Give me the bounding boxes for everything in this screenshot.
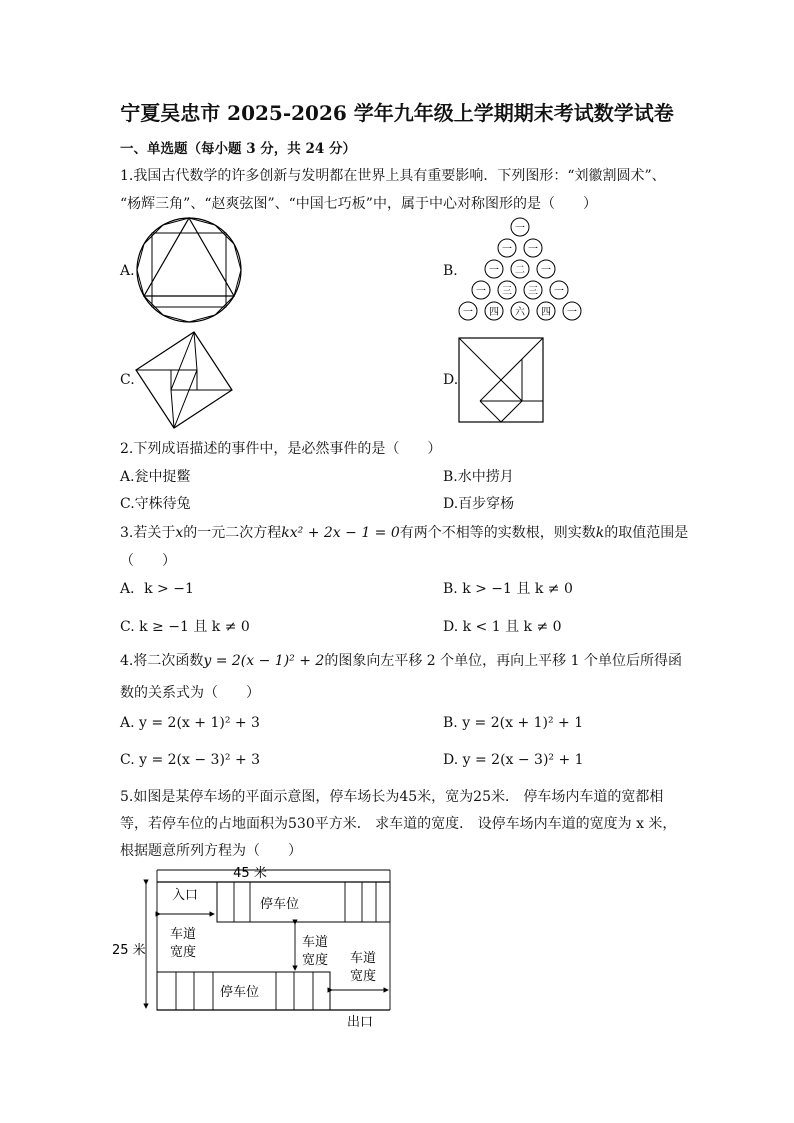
q2-option-a[interactable]: A.瓮中捉鳖 <box>120 469 191 485</box>
zhao-shuang-figure <box>134 330 234 430</box>
right-lane-label-a: 车道 <box>350 951 377 966</box>
left-lane-label-a: 车道 <box>170 927 197 942</box>
q2-option-c[interactable]: C.守株待兔 <box>120 496 191 512</box>
cut-circle-figure <box>134 215 244 325</box>
q5-stem-line3: 根据题意所列方程为（ ） <box>120 843 302 859</box>
left-lane-label-b: 宽度 <box>170 945 197 960</box>
q1-option-a-label[interactable]: A. <box>120 263 135 279</box>
yanghui-number: 一 <box>528 244 538 255</box>
yanghui-number: 一 <box>463 307 473 318</box>
q3-stem-part: 的一元二次方程 <box>183 525 282 541</box>
q4-stem-part: 4.将二次函数 <box>120 653 204 669</box>
tangram-figure <box>458 337 544 423</box>
yanghui-number: 一 <box>476 286 486 297</box>
q3-option-b[interactable]: B. k > −1 且 k ≠ 0 <box>443 581 573 597</box>
q4-option-a[interactable]: A. y = 2(x + 1)² + 3 <box>120 715 260 731</box>
q4-option-c[interactable]: C. y = 2(x − 3)² + 3 <box>120 752 261 768</box>
q3-stem-part: 的取值范围是 <box>604 525 689 541</box>
q2-option-d[interactable]: D.百步穿杨 <box>443 496 515 512</box>
q3-stem <box>120 522 688 542</box>
q4-stem-line1 <box>120 650 682 670</box>
lot-length-label: 45 米 <box>233 866 267 881</box>
page-title: 宁夏吴忠市 2025-2026 学年九年级上学期期末考试数学试卷 <box>120 101 674 125</box>
top-parking-label: 停车位 <box>260 897 300 912</box>
q1-option-d-label[interactable]: D. <box>443 372 459 388</box>
q3-option-d[interactable]: D. k < 1 且 k ≠ 0 <box>443 619 562 635</box>
q1-stem-line1: 1.我国古代数学的许多创新与发明都在世界上具有重要影响．下列图形：“刘徽割圆术”、 <box>120 168 666 184</box>
q4-function: y = 2(x − 1)² + 2 <box>203 653 325 669</box>
middle-lane-label-b: 宽度 <box>302 953 329 968</box>
section-heading: 一、单选题（每小题 3 分，共 24 分） <box>120 141 356 157</box>
q3-stem-part: 有两个不相等的实数根，则实数 <box>399 525 596 541</box>
q1-option-c-label[interactable]: C. <box>120 372 135 388</box>
yanghui-number: 四 <box>489 307 499 318</box>
q3-stem-part: 3.若关于 <box>120 525 176 541</box>
yanghui-number: 三 <box>502 286 512 297</box>
q5-stem-line1: 5.如图是某停车场的平面示意图，停车场长为45米，宽为25米． 停车场内车道的宽都相 <box>120 789 664 805</box>
bottom-parking-label: 停车位 <box>220 985 260 1000</box>
parking-lot-diagram <box>110 862 400 1032</box>
yanghui-number: 一 <box>567 307 577 318</box>
q4-stem-part: 的图象向左平移 2 个单位，再向上平移 1 个单位后所得函 <box>324 653 682 669</box>
q3-var-k: k <box>595 525 605 541</box>
lot-width-label: 25 米 <box>112 943 146 958</box>
yanghui-number: 一 <box>541 265 551 276</box>
entrance-label: 入口 <box>172 888 199 903</box>
yanghui-number: 一 <box>489 265 499 276</box>
q4-option-d[interactable]: D. y = 2(x − 3)² + 1 <box>443 752 584 768</box>
q5-stem-line2: 等，若停车位的占地面积为530平方米． 求车道的宽度． 设停车场内车道的宽度为 x 米， <box>120 816 677 832</box>
q3-var-x: x <box>175 525 184 541</box>
q3-option-c[interactable]: C. k ≥ −1 且 k ≠ 0 <box>120 619 250 635</box>
q3-answer-paren: （ ） <box>120 553 176 569</box>
yanghui-number: 一 <box>515 223 525 234</box>
q3-equation: kx² + 2x − 1 = 0 <box>281 525 400 541</box>
right-lane-label-b: 宽度 <box>350 969 377 984</box>
q4-option-b[interactable]: B. y = 2(x + 1)² + 1 <box>443 715 584 731</box>
yanghui-number: 二 <box>515 265 525 276</box>
q1-option-b-label[interactable]: B. <box>443 263 458 279</box>
exit-label: 出口 <box>347 1015 374 1030</box>
q1-stem-line2: “杨辉三角”、“赵爽弦图”、“中国七巧板”中，属于中心对称图形的是（ ） <box>120 196 597 212</box>
yanghui-number: 三 <box>528 286 538 297</box>
middle-lane-label-a: 车道 <box>302 935 329 950</box>
yanghui-triangle-figure <box>455 216 585 324</box>
q2-stem: 2.下列成语描述的事件中，是必然事件的是（ ） <box>120 441 442 457</box>
q2-option-b[interactable]: B.水中捞月 <box>443 469 514 485</box>
yanghui-number: 四 <box>541 307 551 318</box>
yanghui-number: 一 <box>554 286 564 297</box>
q3-option-a[interactable]: A．k > −1 <box>120 581 194 597</box>
yanghui-number: 一 <box>502 244 512 255</box>
q4-stem-line2: 数的关系式为（ ） <box>120 685 260 701</box>
yanghui-number: 六 <box>515 307 525 318</box>
